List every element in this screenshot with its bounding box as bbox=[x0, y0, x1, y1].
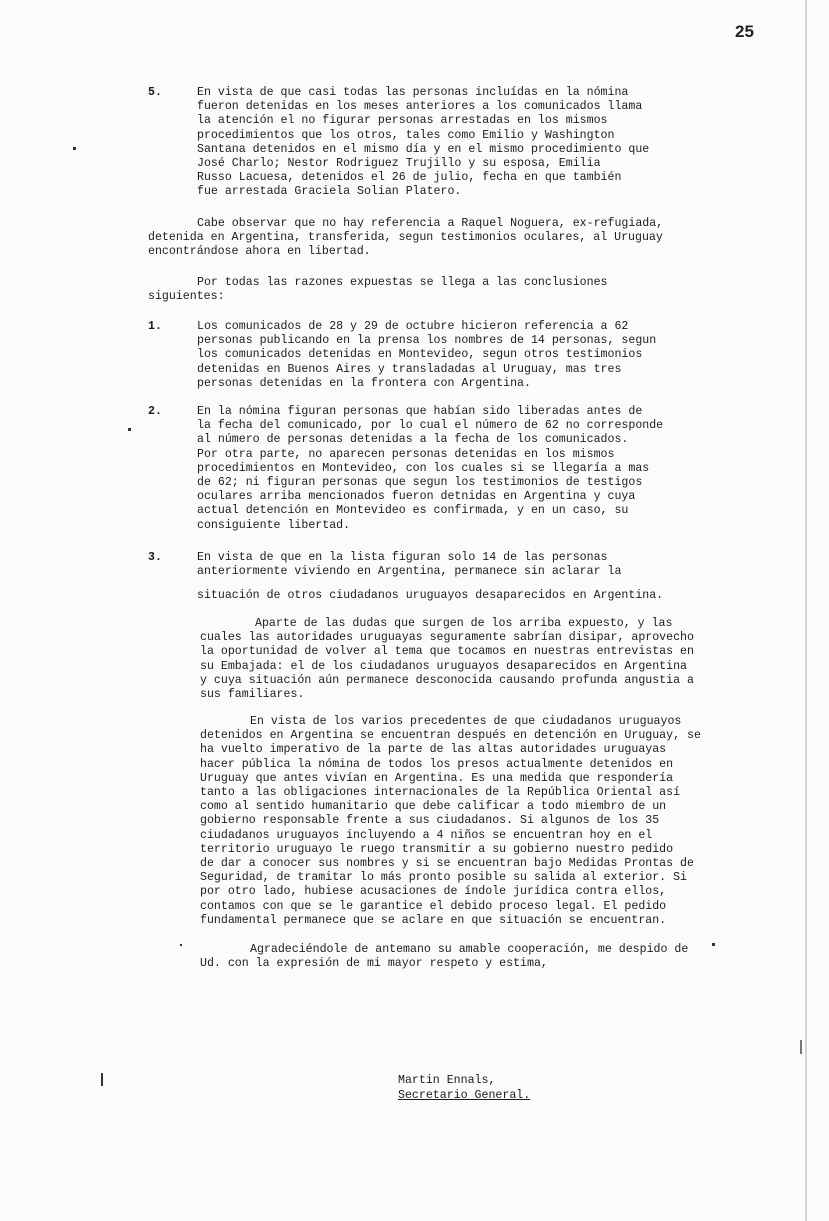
page-edge-shadow bbox=[805, 0, 807, 1221]
item-body bbox=[197, 320, 656, 391]
text-line: Russo Lacuesa, detenidos el 26 de julio, fecha en que también bbox=[197, 171, 622, 185]
text-line: Santana detenidos en el mismo día y en el mismo procedimiento que bbox=[197, 142, 650, 156]
text-line: En vista de los varios precedentes de que ciudadanos uruguayos bbox=[250, 715, 682, 728]
text-line: ciudadanos uruguayos incluyendo a 4 niños se encuentran hoy en el bbox=[200, 828, 653, 842]
text-line: anteriormente viviendo en Argentina, permanece sin aclarar la bbox=[197, 565, 622, 579]
text-line: fue arrestada Graciela Solian Platero. bbox=[197, 185, 462, 199]
text-line: procedimientos que los otros, tales como Emilio y Washington bbox=[197, 128, 615, 142]
text-line: gobierno responsable frente a sus ciudadanos. Si algunos de los 35 bbox=[200, 814, 660, 828]
paragraph-conclusiones bbox=[148, 276, 608, 304]
text-line: hacer pública la nómina de todos los presos actualmente detenidos en bbox=[200, 757, 674, 771]
paragraph-agradecimiento bbox=[200, 943, 688, 971]
text-line: como al sentido humanitario que debe calificar a todo miembro de un bbox=[200, 800, 667, 814]
signature-title: Secretario General. bbox=[398, 1089, 531, 1102]
paragraph-dudas bbox=[200, 617, 694, 702]
text-line: situación de otros ciudadanos uruguayos desaparecidos en Argentina. bbox=[197, 589, 664, 602]
text-line: encontrándose ahora en libertad. bbox=[148, 245, 371, 259]
item-number: 2. bbox=[148, 405, 162, 418]
item-number: 1. bbox=[148, 320, 162, 333]
scan-speck bbox=[800, 1040, 802, 1054]
text-line: detenidas en Buenos Aires y transladadas al Uruguay, mas tres bbox=[197, 362, 622, 376]
item-number: 3. bbox=[148, 551, 162, 564]
text-line: José Charlo; Nestor Rodriguez Trujillo y su esposa, Emilia bbox=[197, 157, 601, 171]
text-line: su Embajada: el de los ciudadanos uruguayos desaparecidos en Argentina bbox=[200, 659, 688, 673]
text-line: detenidos en Argentina se encuentran después en detención en Uruguay, se bbox=[200, 729, 701, 743]
text-line: Agradeciéndole de antemano su amable cooperación, me despido de bbox=[250, 943, 689, 956]
item-body bbox=[197, 86, 649, 200]
text-line: la atención el no figurar personas arrestadas en los mismos bbox=[197, 114, 608, 128]
text-line: fueron detenidas en los meses anteriores a los comunicados llama bbox=[197, 100, 643, 114]
scan-speck bbox=[128, 428, 131, 431]
text-line: contamos con que se le garantice el debido proceso legal. El pedido bbox=[200, 899, 667, 913]
text-line: tanto a las obligaciones internacionales de la República Oriental así bbox=[200, 786, 681, 800]
scan-speck bbox=[712, 943, 715, 946]
text-line: y cuya situación aún permanece desconocida causando profunda angustia a bbox=[200, 673, 694, 687]
text-line: ha vuelto imperativo de la parte de las altas autoridades uruguayas bbox=[200, 743, 667, 757]
signature-block bbox=[398, 1073, 530, 1103]
text-line: siguientes: bbox=[148, 290, 225, 304]
text-line: los comunicados detenidas en Montevideo, segun otros testimonios bbox=[197, 348, 643, 362]
text-line: Seguridad, de tramitar lo más pronto posible su salida al exterior. Si bbox=[200, 871, 688, 885]
text-line: Por todas las razones expuestas se llega a las conclusiones bbox=[197, 276, 608, 289]
text-line: oculares arriba mencionados fueron detnidas en Argentina y cuya bbox=[197, 490, 636, 504]
text-line: Los comunicados de 28 y 29 de octubre hicieron referencia a 62 bbox=[197, 320, 629, 333]
text-line: Cabe observar que no hay referencia a Raquel Noguera, ex-refugiada, bbox=[197, 217, 664, 230]
text-line: fundamental permanece que se aclare en que situación se encuentran. bbox=[200, 913, 667, 927]
text-line: En la nómina figuran personas que habían sido liberadas antes de bbox=[197, 405, 643, 418]
scan-speck bbox=[180, 944, 182, 946]
text-line: detenida en Argentina, transferida, segun testimonios oculares, al Uruguay bbox=[148, 231, 663, 245]
text-line: Uruguay que antes vivían en Argentina. Es una medida que respondería bbox=[200, 771, 674, 785]
text-line: cuales las autoridades uruguayas seguramente sabrían disipar, aprovecho bbox=[200, 631, 694, 645]
item-3-continuation bbox=[197, 589, 663, 603]
item-number: 5. bbox=[148, 86, 162, 99]
text-line: de 62; ni figuran personas que segun los testimonios de testigos bbox=[197, 476, 643, 490]
text-line: Por otra parte, no aparecen personas detenidas en los mismos bbox=[197, 447, 615, 461]
text-line: por otro lado, hubiese acusaciones de índole jurídica contra ellos, bbox=[200, 885, 667, 899]
text-line: actual detención en Montevideo es confirmada, y en un caso, su bbox=[197, 504, 629, 518]
text-line: sus familiares. bbox=[200, 688, 305, 702]
signature-name: Martin Ennals, bbox=[398, 1074, 496, 1087]
page-number: 25 bbox=[735, 22, 754, 41]
text-line: Ud. con la expresión de mi mayor respeto y estima, bbox=[200, 957, 548, 971]
text-line: Aparte de las dudas que surgen de los arriba expuesto, y las bbox=[255, 617, 673, 630]
paragraph-raquel bbox=[148, 217, 663, 260]
scan-speck bbox=[73, 147, 76, 150]
paragraph-precedentes bbox=[200, 715, 701, 928]
text-line: territorio uruguayo le ruego transmitir a su gobierno nuestro pedido bbox=[200, 842, 674, 856]
text-line: al número de personas detenidas a la fecha de los comunicados. bbox=[197, 433, 629, 447]
text-line: la fecha del comunicado, por lo cual el número de 62 no corresponde bbox=[197, 419, 664, 433]
text-line: personas publicando en la prensa los nombres de 14 personas, segun bbox=[197, 334, 657, 348]
text-line: de dar a conocer sus nombres y si se encuentran bajo Medidas Prontas de bbox=[200, 857, 694, 871]
text-line: procedimientos en Montevideo, con los cuales si se llegaría a mas bbox=[197, 461, 650, 475]
text-line: En vista de que casi todas las personas incluídas en la nómina bbox=[197, 86, 629, 99]
text-line: En vista de que en la lista figuran solo 14 de las personas bbox=[197, 551, 608, 564]
text-line: consiguiente libertad. bbox=[197, 518, 351, 532]
text-line: personas detenidas en la frontera con Argentina. bbox=[197, 376, 531, 390]
scan-speck bbox=[101, 1073, 103, 1086]
item-body bbox=[197, 405, 663, 533]
item-body bbox=[197, 551, 621, 579]
text-line: la oportunidad de volver al tema que tocamos en nuestras entrevistas en bbox=[200, 645, 694, 659]
